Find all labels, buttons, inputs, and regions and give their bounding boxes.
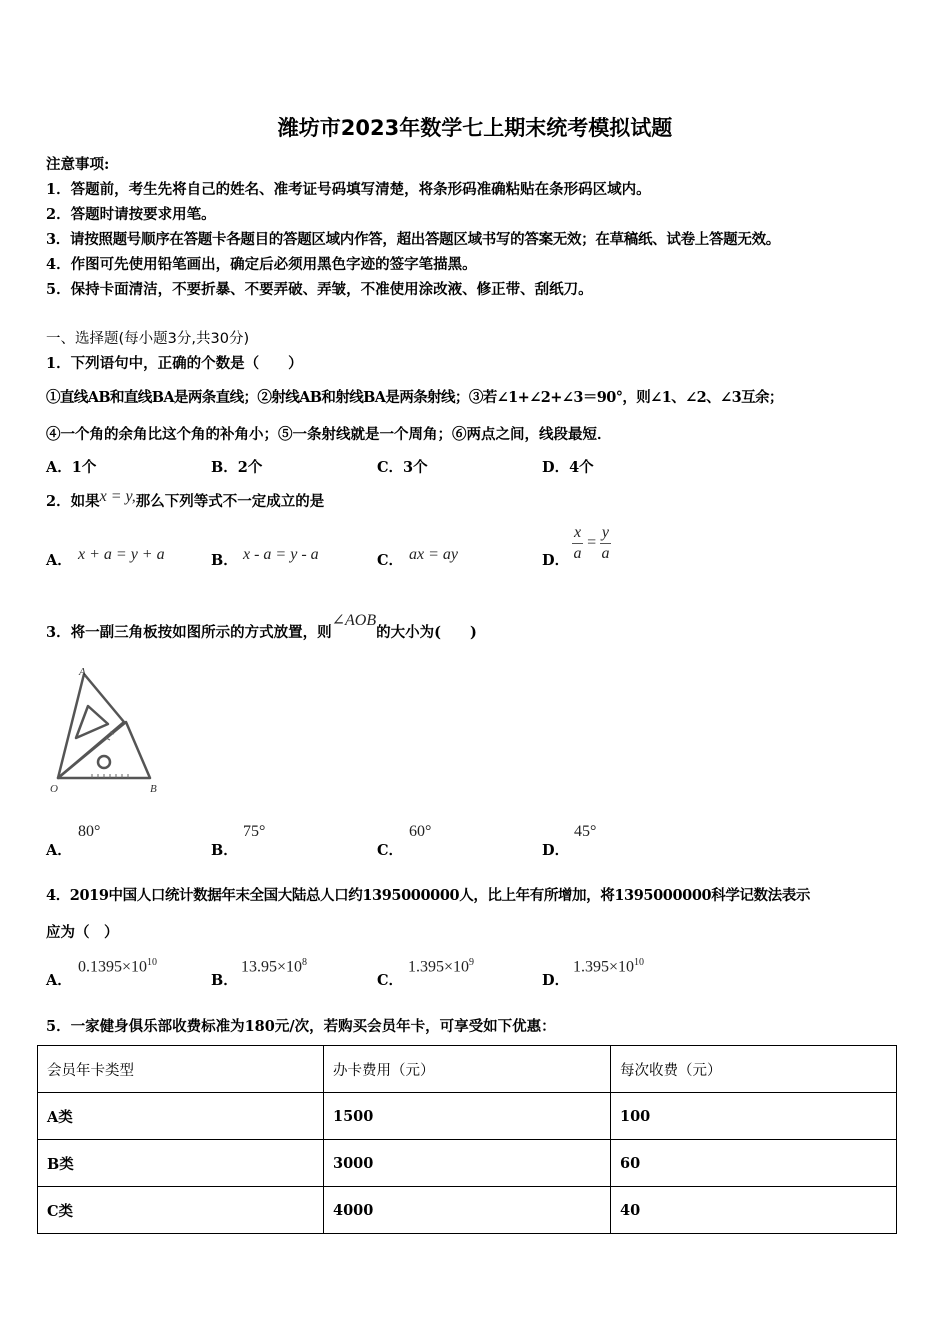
q1-option-c: C．3个 [377, 459, 428, 476]
q4-label-a: A． [46, 972, 72, 989]
q3-stem-suffix: 的大小为( ) [376, 624, 477, 641]
q4-option-a [78, 957, 157, 976]
q3-option-a: 80° [78, 823, 101, 840]
triangle-30-60-hole [76, 706, 108, 738]
membership-fee-table [37, 1045, 897, 1234]
notice-heading: 注意事项: [46, 156, 110, 173]
figure-label-a: A [79, 666, 86, 678]
table-header-row [38, 1046, 897, 1093]
q2-label-a: A． [46, 552, 72, 569]
q1-statements-2: ④一个角的余角比这个角的补角小；⑤一条射线就是一个周角；⑥两点之间，线段最短． [46, 426, 612, 443]
q4-label-b: B． [211, 972, 238, 989]
table-cell: 100 [611, 1093, 897, 1140]
q4-label-d: D． [542, 972, 570, 989]
q4-stem-line2: 应为（ ） [46, 924, 119, 941]
q2-label-b: B． [211, 552, 238, 569]
q3-option-b: 75° [243, 823, 266, 840]
figure-label-b: B [150, 783, 157, 795]
q3-stem-math: ∠AOB [331, 612, 377, 629]
q4-c-mantissa: 1.395×10 [408, 958, 470, 976]
notice-item-1: 1．答题前，考生先将自己的姓名、准考证号码填写清楚，将条形码准确粘贴在条形码区域内。 [46, 181, 651, 198]
q4-a-mantissa: 0.1395×10 [78, 958, 148, 976]
q4-b-exp: 8 [302, 957, 308, 968]
table-cell: C类 [38, 1187, 324, 1234]
q3-label-d: D． [542, 842, 570, 859]
q4-option-b [241, 957, 307, 976]
page-title: 潍坊市2023年数学七上期末统考模拟试题 [277, 116, 673, 140]
table-cell: A类 [38, 1093, 324, 1140]
q3-stem-prefix: 3．将一副三角板按如图所示的方式放置，则 [46, 624, 332, 641]
triangle-30-60 [58, 674, 124, 778]
q2-stem-prefix: 2．如果 [46, 493, 100, 510]
q2-d-num-right: y [600, 523, 611, 544]
q2-d-den-left: a [573, 545, 582, 562]
q2-option-a: x + a = y + a [78, 546, 165, 563]
q1-option-a: A．1个 [46, 459, 97, 476]
triangle-45 [58, 722, 150, 778]
table-row [38, 1140, 897, 1187]
q4-b-mantissa: 13.95×10 [241, 958, 303, 976]
q2-label-c: C． [377, 552, 404, 569]
q4-label-c: C． [377, 972, 404, 989]
q3-label-b: B． [211, 842, 238, 859]
q3-option-d: 45° [574, 823, 597, 840]
table-cell: 40 [611, 1187, 897, 1234]
table-header-cell: 办卡费用（元） [324, 1046, 611, 1093]
q1-option-d: D．4个 [542, 459, 594, 476]
table-cell: B类 [38, 1140, 324, 1187]
q2-stem-suffix: 那么下列等式不一定成立的是 [135, 493, 325, 510]
table-cell: 1500 [324, 1093, 611, 1140]
q2-stem [46, 490, 324, 511]
q4-d-mantissa: 1.395×10 [573, 958, 635, 976]
notice-item-4: 4．作图可先使用铅笔画出，确定后必须用黑色字迹的签字笔描黑。 [46, 256, 477, 273]
q1-stem: 1．下列语句中，正确的个数是（ ） [46, 355, 303, 372]
notice-item-3: 3．请按照题号顺序在答题卡各题目的答题区域内作答，超出答题区域书写的答案无效；在草稿纸、试卷上答题无效。 [46, 231, 780, 248]
triangle-45-hole [98, 756, 110, 768]
table-cell: 60 [611, 1140, 897, 1187]
figure-label-o: O [50, 783, 58, 795]
table-header-cell: 会员年卡类型 [38, 1046, 324, 1093]
q3-label-a: A． [46, 842, 72, 859]
q4-d-exp: 10 [634, 957, 645, 968]
q2-d-num-left: x [572, 523, 583, 544]
q3-stem [46, 612, 477, 642]
q2-d-den-right: a [601, 545, 610, 562]
set-squares-figure [46, 662, 170, 796]
table-row [38, 1187, 897, 1234]
q3-label-c: C． [377, 842, 404, 859]
table-cell: 4000 [324, 1187, 611, 1234]
q2-option-b: x - a = y - a [243, 546, 319, 563]
q1-statements-1: ①直线AB和直线BA是两条直线；②射线AB和射线BA是两条射线；③若∠1+∠2+∠3＝90°，则∠1、∠2、∠3互余； [46, 389, 783, 406]
q4-option-d [573, 957, 644, 976]
q4-option-c [408, 957, 474, 976]
notice-item-2: 2．答题时请按要求用笔。 [46, 206, 216, 223]
q1-option-b: B．2个 [211, 459, 263, 476]
q4-c-exp: 9 [469, 957, 475, 968]
q5-stem: 5．一家健身俱乐部收费标准为180元/次，若购买会员年卡，可享受如下优惠： [46, 1018, 556, 1035]
notice-item-5: 5．保持卡面清洁，不要折暴、不要弄破、弄皱，不准使用涂改液、修正带、刮纸刀。 [46, 281, 593, 298]
table-header-cell: 每次收费（元） [611, 1046, 897, 1093]
q3-option-c: 60° [409, 823, 432, 840]
q4-a-exp: 10 [147, 957, 158, 968]
q2-d-eq: = [586, 534, 597, 552]
table-cell: 3000 [324, 1140, 611, 1187]
section-heading: 一、选择题(每小题3分,共30分) [46, 331, 250, 347]
q2-option-c: ax = ay [409, 546, 458, 563]
q2-label-d: D． [542, 552, 570, 569]
table-row [38, 1093, 897, 1140]
q2-stem-math: x = y, [99, 488, 136, 505]
q2-option-d [572, 523, 611, 564]
q4-stem-line1: 4．2019中国人口统计数据年末全国大陆总人口约1395000000人，比上年有所增加，将1395000000科学记数法表示 [46, 887, 810, 904]
